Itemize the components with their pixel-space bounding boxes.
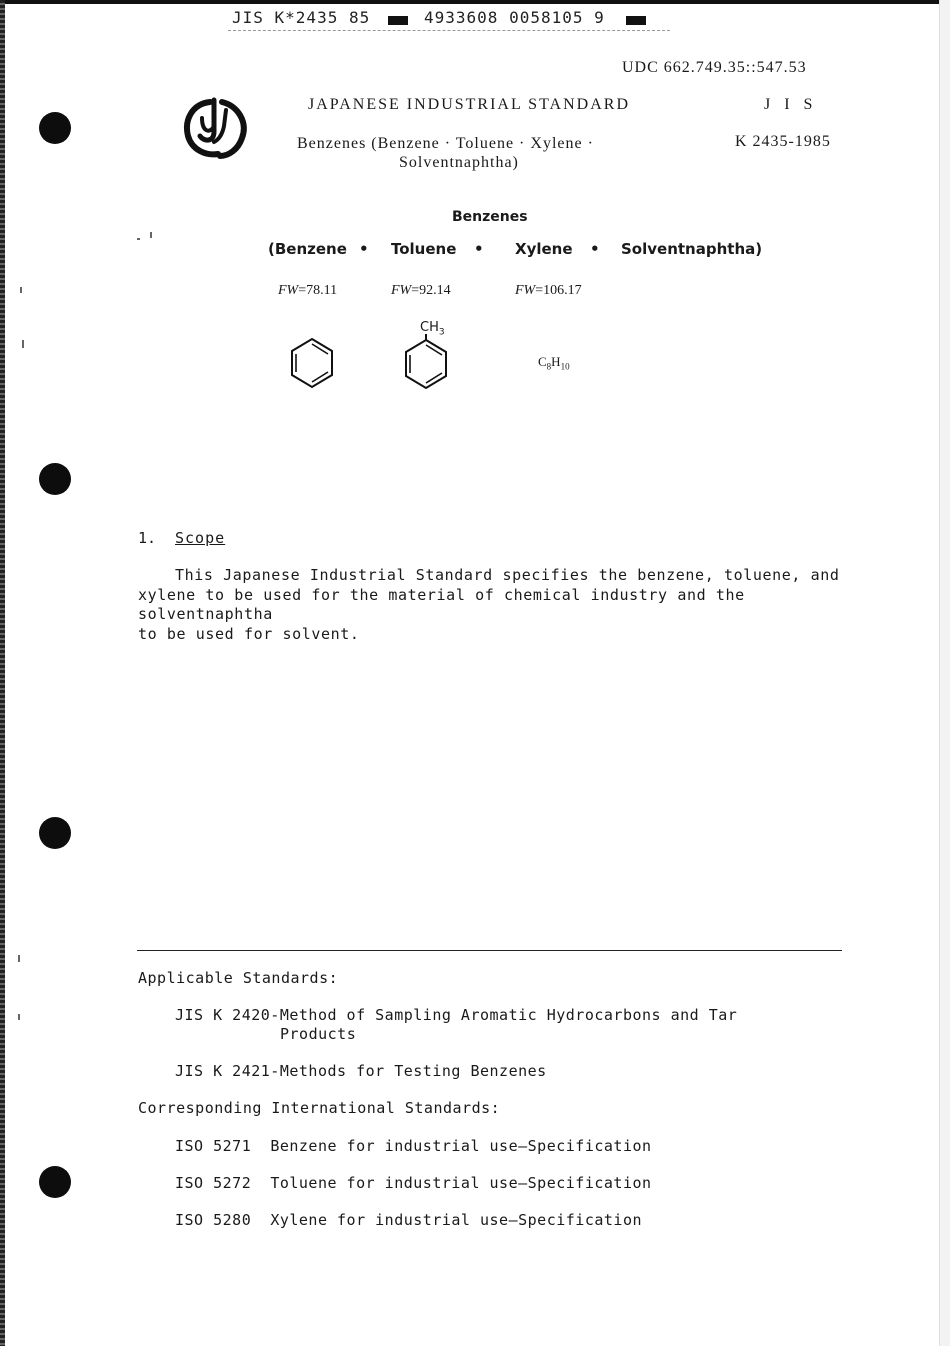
iso-code: ISO 5280 (175, 1211, 252, 1229)
scope-line-2: xylene to be used for the material of chemical industry and the solventnaphtha (138, 585, 745, 623)
iso-standard-row (175, 1137, 652, 1155)
scan-top-edge (0, 0, 950, 4)
compound-separator: • (359, 240, 369, 258)
iso-title: Xylene for industrial use—Specification (270, 1211, 643, 1229)
iso-standard-row (175, 1211, 642, 1229)
formula-weight-xylene: FW=106.17 (515, 283, 582, 298)
standard-number: K 2435-1985 (735, 133, 831, 150)
punch-hole-2 (39, 463, 71, 495)
scan-left-edge (0, 0, 5, 1346)
scan-code-block-1 (388, 16, 408, 25)
applicable-standard-1-line1: JIS K 2420-Method of Sampling Aromatic Hydrocarbons and Tar (175, 1006, 738, 1024)
scope-line-1: This Japanese Industrial Standard specifies the benzene, toluene, and (175, 566, 840, 584)
section-title-scope: Scope (175, 529, 226, 547)
punch-hole-3 (39, 817, 71, 849)
formula-weight-benzene: FW=78.11 (278, 283, 338, 298)
document-title: JAPANESE INDUSTRIAL STANDARD (308, 96, 630, 113)
punch-hole-4 (39, 1166, 71, 1198)
scan-right-edge (939, 0, 950, 1346)
jis-mark: J I S (764, 96, 818, 113)
compound-separator: • (474, 240, 484, 258)
document-subtitle-line1: Benzenes (Benzene · Toluene · Xylene · (297, 135, 594, 152)
scan-code-block-2 (626, 16, 646, 25)
compound-name-benzene: (Benzene (268, 240, 347, 258)
applicable-standards-heading: Applicable Standards: (138, 969, 339, 987)
benzene-structure (288, 337, 336, 389)
udc-code: UDC 662.749.35::547.53 (622, 59, 807, 76)
toluene-structure (402, 334, 450, 390)
compound-separator: • (590, 240, 600, 258)
iso-code: ISO 5272 (175, 1174, 252, 1192)
compound-name-xylene: Xylene (515, 240, 573, 258)
document-subtitle-line2: Solventnaphtha) (399, 154, 519, 171)
xylene-formula: $C_8H_{10}$ (538, 354, 570, 372)
jis-logo (180, 96, 252, 162)
iso-standard-row (175, 1174, 652, 1192)
formula-weight-toluene: FW=92.14 (391, 283, 451, 298)
applicable-standard-2: JIS K 2421-Methods for Testing Benzenes (175, 1062, 547, 1080)
compounds-heading: Benzenes (452, 209, 528, 225)
punch-hole-1 (39, 112, 71, 144)
iso-title: Toluene for industrial use—Specification (270, 1174, 652, 1192)
scan-code-prefix: JIS K*2435 85 (232, 8, 371, 27)
iso-code: ISO 5271 (175, 1137, 252, 1155)
scope-paragraph (138, 566, 854, 644)
international-standards-heading: Corresponding International Standards: (138, 1099, 501, 1117)
iso-title: Benzene for industrial use—Specification (270, 1137, 652, 1155)
compound-name-toluene: Toluene (391, 240, 457, 258)
scope-line-3: to be used for solvent. (138, 624, 360, 643)
toluene-methyl-label: $CH_3$ (420, 320, 445, 338)
scan-code-underline (228, 30, 670, 31)
scan-code-number: 4933608 0058105 9 (424, 8, 605, 27)
compound-name-solventnaphtha: Solventnaphtha) (621, 240, 763, 258)
footnote-divider (137, 950, 842, 951)
applicable-standard-1-line2: Products (280, 1025, 357, 1043)
section-number: 1. (138, 529, 157, 547)
